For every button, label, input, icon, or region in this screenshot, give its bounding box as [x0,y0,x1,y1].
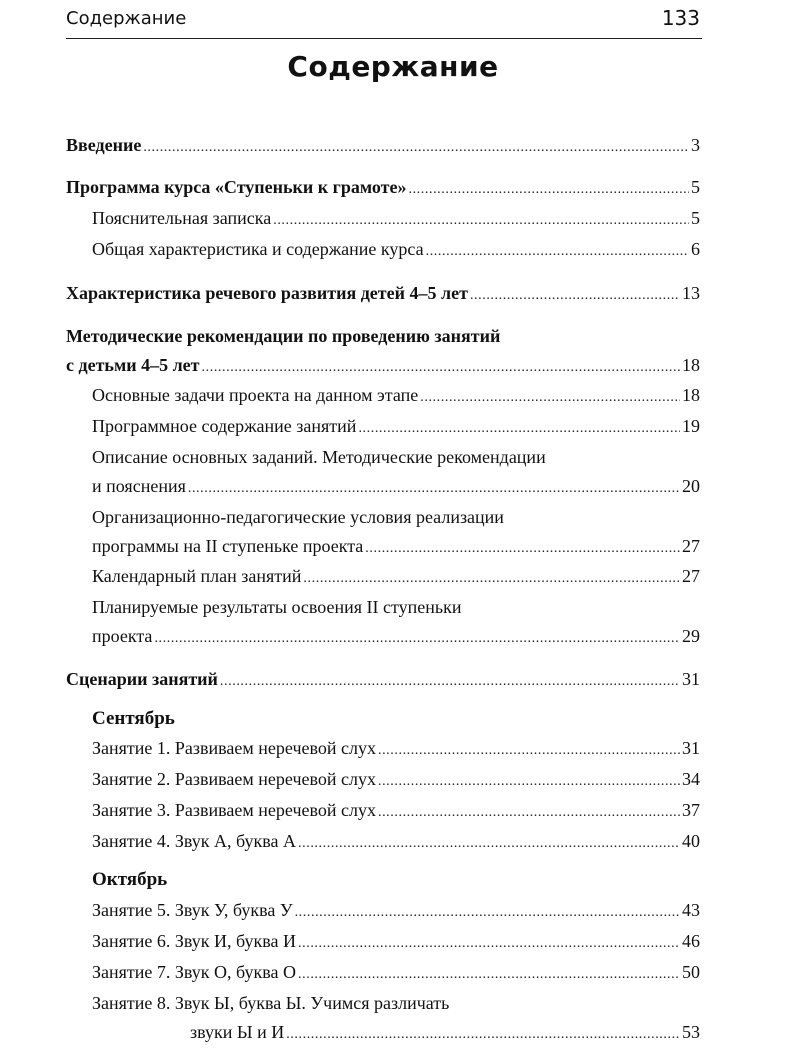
toc-entry-results[interactable] [92,593,700,653]
toc-entry-page: 20 [682,476,700,496]
toc-entry-title: Занятие 5. Звук У, буква У [92,900,293,920]
dot-leader [273,206,689,235]
toc-entry-title: Общая характеристика и содержание курса [92,239,424,259]
toc-entry-lesson[interactable] [92,896,700,927]
toc-entry-page: 37 [682,800,700,820]
toc-entry-page: 27 [682,536,700,556]
dot-leader [408,175,689,204]
toc-entry-calendar[interactable] [92,562,700,593]
toc-entry-lesson[interactable] [92,927,700,958]
toc-entry-title: Занятие 7. Звук О, буква О [92,962,297,982]
month-heading-october: Октябрь [92,869,168,890]
toc-entry-title: Характеристика речевого развития детей 4–5 лет [66,283,468,303]
toc-entry-title: Занятие 4. Звук А, буква А [92,831,297,851]
dot-leader [378,767,680,796]
dot-leader [303,564,680,593]
toc-entry-page: 13 [682,283,700,303]
dot-leader [298,829,680,858]
toc-entry-page: 40 [682,831,700,851]
toc-entry-title-line2: и пояснения [92,476,186,496]
toc-entry-conditions[interactable] [92,503,700,563]
dot-leader [298,929,680,958]
toc-entry-lesson[interactable] [92,958,700,989]
toc-entry-page: 31 [682,738,700,758]
toc-entry-tasks[interactable] [92,381,700,412]
toc-entry-title-line2: звуки Ы и И [190,1022,285,1042]
toc-entry-title-line1: Описание основных заданий. Методические рекомендации [92,447,546,467]
toc-entry-title: Пояснительная записка [92,208,272,228]
toc-entry-description[interactable] [92,443,700,503]
dot-leader [220,667,680,696]
toc-entry-title: Занятие 2. Развиваем неречевой слух [92,769,376,789]
dot-leader [378,798,680,827]
toc-entry-title-line1: Методические рекомендации по проведению занятий [66,326,501,346]
toc-entry-lesson[interactable] [92,827,700,858]
toc-entry-title-line1: Планируемые результаты освоения II ступеньки [92,597,462,617]
toc-entry-title: Занятие 3. Развиваем неречевой слух [92,800,376,820]
toc-entry-title-line1: Занятие 8. Звук Ы, буква Ы. Учимся различать [92,993,450,1013]
dot-leader [295,898,680,927]
page-title: Содержание [287,50,499,83]
toc-entry-title-line2: проекта [92,626,153,646]
toc-entry-page: 43 [682,900,700,920]
toc-entry-lesson-8[interactable] [92,989,700,1049]
toc-entry-page: 50 [682,962,700,982]
toc-entry-title: Сценарии занятий [66,669,218,689]
dot-leader [143,133,689,162]
toc-entry-content[interactable] [92,412,700,443]
toc-entry-page: 18 [682,355,700,375]
dot-leader [286,1020,680,1049]
toc-entry-title: Программное содержание занятий [92,416,357,436]
dot-leader [378,736,680,765]
dot-leader [298,960,680,989]
dot-leader [358,414,680,443]
toc-entry-method[interactable] [66,322,700,382]
toc-entry-page: 19 [682,416,700,436]
toc-entry-lesson[interactable] [92,765,700,796]
toc-entry-speech[interactable] [66,279,700,310]
toc-entry-program-general[interactable] [92,235,700,266]
toc-entry-page: 31 [682,669,700,689]
toc-entry-page: 5 [691,208,700,228]
toc-entry-page: 46 [682,931,700,951]
toc-entry-intro[interactable] [66,131,700,162]
dot-leader [470,281,680,310]
toc-entry-page: 18 [682,385,700,405]
toc-entry-page: 3 [691,135,700,155]
toc-entry-program-note[interactable] [92,204,700,235]
toc-entry-program[interactable] [66,173,700,204]
toc-entry-title: Занятие 6. Звук И, буква И [92,931,297,951]
toc-entry-lesson[interactable] [92,734,700,765]
running-header-section: Содержание [66,8,187,29]
dot-leader [426,237,689,266]
running-header [66,0,702,39]
toc-entry-title: Программа курса «Ступеньки к грамоте» [66,177,407,197]
toc-entry-page: 6 [691,239,700,259]
toc-entry-lesson[interactable] [92,796,700,827]
toc-entry-page: 29 [682,626,700,646]
toc-entry-title: Календарный план занятий [92,566,302,586]
dot-leader [202,353,680,382]
toc-entry-title: Занятие 1. Развиваем неречевой слух [92,738,376,758]
toc-entry-page: 34 [682,769,700,789]
page-number: 133 [661,6,700,30]
toc-entry-title-line2: программы на II ступеньке проекта [92,536,364,556]
month-heading-september: Сентябрь [92,708,175,729]
toc-entry-scenarios[interactable] [66,665,700,696]
toc-entry-page: 27 [682,566,700,586]
toc-entry-title-line1: Организационно-педагогические условия реализации [92,507,504,527]
dot-leader [154,624,680,653]
toc-entry-page: 5 [691,177,700,197]
toc-entry-title-line2: с детьми 4–5 лет [66,355,200,375]
dot-leader [420,383,680,412]
toc-entry-page: 53 [682,1022,700,1042]
toc-entry-title: Основные задачи проекта на данном этапе [92,385,419,405]
dot-leader [365,534,680,563]
dot-leader [188,474,680,503]
toc-entry-title: Введение [66,135,142,155]
